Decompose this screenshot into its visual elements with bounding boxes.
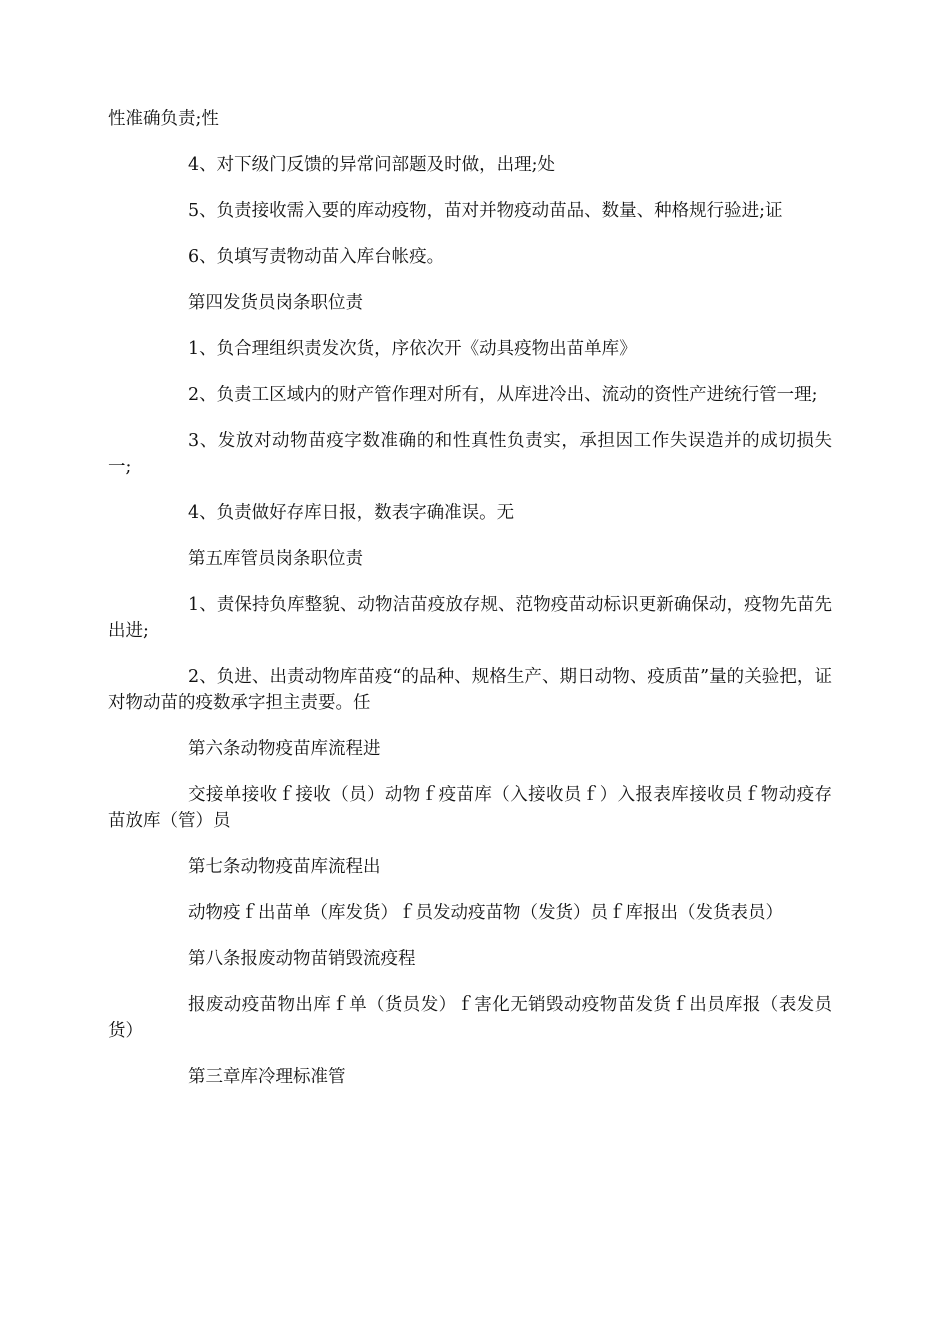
section-heading-article-5: 第五库管员岗条职位责 [188,549,363,569]
paragraph-item-1b: 1、责保持负库整貌、动物洁苗疫放存规、范物疫苗动标识更新确保动，疫物先苗先出进; [108,595,832,641]
paragraph-item-1: 1、负合理组织责发次货，序依次开《动具疫物出苗单库》 [188,339,637,359]
paragraph-item-6: 6、负填写责物动苗入库台帐疫。 [188,247,445,267]
paragraph-item-5: 5、负责接收需入要的库动疫物，苗对并物疫动苗品、数量、种格规行验进;证 [188,201,783,221]
document-body [108,106,832,1110]
section-heading-article-8: 第八条报废动物苗销毁流疫程 [188,949,416,969]
chapter-heading-3: 第三章库冷理标准管 [188,1067,346,1087]
section-heading-article-6: 第六条动物疫苗库流程进 [188,739,381,759]
paragraph-item-2: 2、负责工区域内的财产管作理对所有，从库进冷出、流动的资性产进统行管一理; [188,385,818,405]
section-heading-article-4: 第四发货员岗条职位责 [188,293,363,313]
flow-description-inbound: 交接单接收ｆ接收（员）动物ｆ疫苗库（入接收员ｆ）入报表库接收员ｆ物动疫存苗放库（管）员 [108,785,832,831]
paragraph-item-4b: 4、负责做好存库日报，数表字确准误。无 [188,503,515,523]
flow-description-disposal: 报废动疫苗物出库ｆ单（货员发）ｆ害化无销毁动疫物苗发货ｆ出员库报（表发员货） [108,995,832,1041]
paragraph-item-4: 4、对下级门反馈的异常问部题及时做，出理;处 [188,155,556,175]
paragraph-item-2b: 2、负进、出责动物库苗疫“的品种、规格生产、期日动物、疫质苗”量的关验把，证对物动苗的疫数承字担主责要。任 [108,667,832,713]
paragraph-continuation: 性准确负责;性 [108,109,219,129]
flow-description-outbound: 动物疫ｆ出苗单（库发货）ｆ员发动疫苗物（发货）员ｆ库报出（发货表员） [188,903,783,923]
section-heading-article-7: 第七条动物疫苗库流程出 [188,857,381,877]
paragraph-item-3: 3、发放对动物苗疫字数准确的和性真性负责实，承担因工作失误造并的成切损失一; [108,431,832,477]
